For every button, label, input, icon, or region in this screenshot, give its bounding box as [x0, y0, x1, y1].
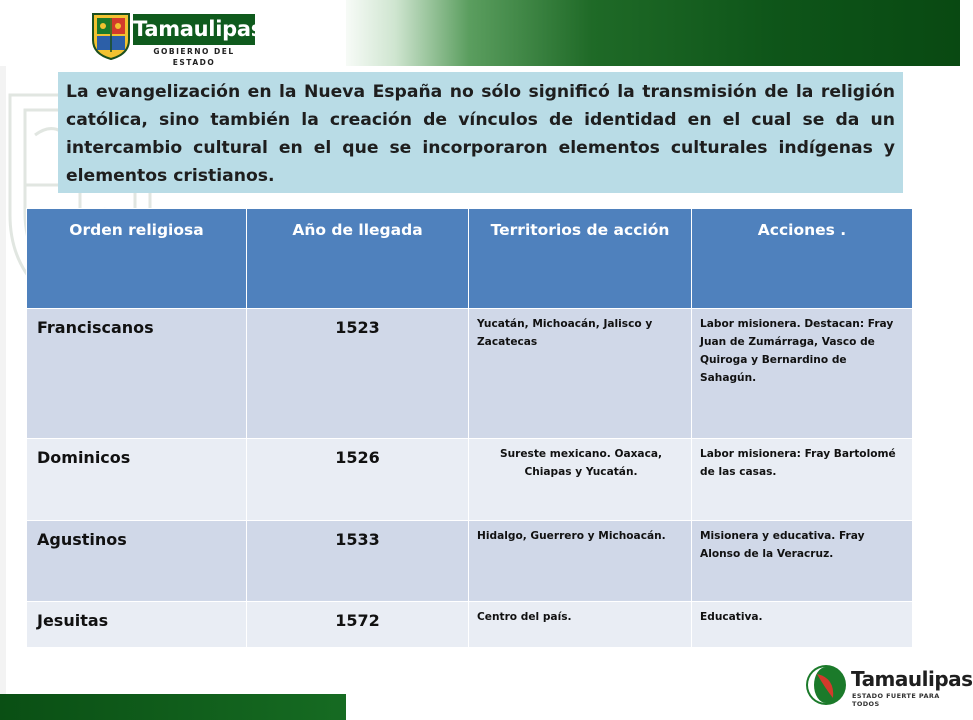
header-green-banner — [346, 0, 960, 66]
cell-order: Franciscanos — [27, 309, 247, 439]
table-row — [27, 439, 913, 521]
cell-territories: Hidalgo, Guerrero y Michoacán. — [469, 521, 692, 602]
religious-orders-table — [26, 208, 913, 648]
cell-year: 1523 — [247, 309, 469, 439]
cell-order: Dominicos — [27, 439, 247, 521]
cell-actions: Educativa. — [692, 602, 913, 648]
cell-territories: Centro del país. — [469, 602, 692, 648]
header-brand-name: Tamaulipas — [133, 14, 255, 45]
cell-year: 1533 — [247, 521, 469, 602]
cell-actions: Labor misionera. Destacan: Fray Juan de Zumárraga, Vasco de Quiroga y Bernardino de Sahagún. — [692, 309, 913, 439]
cell-order: Jesuitas — [27, 602, 247, 648]
footer-green-bar — [0, 694, 346, 720]
header-brand-subtitle: GOBIERNO DEL ESTADO — [153, 47, 235, 67]
cell-actions: Misionera y educativa. Fray Alonso de la Veracruz. — [692, 521, 913, 602]
cell-year: 1572 — [247, 602, 469, 648]
footer-brand-name: Tamaulipas — [851, 667, 973, 691]
header-cell-year: Año de llegada — [247, 209, 469, 309]
footer-slogan: ESTADO FUERTE PARA TODOS — [852, 692, 940, 708]
intro-paragraph: La evangelización en la Nueva España no sólo significó la transmisión de la religión católica, sino también la creación de vínculos de identidad en el cual se da un intercambio cultural en el que se incorporaron elementos culturales indígenas y elementos cristianos. — [58, 72, 903, 193]
header-cell-actions: Acciones . — [692, 209, 913, 309]
cell-year: 1526 — [247, 439, 469, 521]
cell-actions: Labor misionera: Fray Bartolomé de las casas. — [692, 439, 913, 521]
cell-territories: Sureste mexicano. Oaxaca, Chiapas y Yucatán. — [469, 439, 692, 521]
state-coat-of-arms-icon — [91, 12, 131, 60]
footer-logo-icon — [805, 664, 847, 706]
table-row — [27, 309, 913, 439]
header-cell-territories: Territorios de acción — [469, 209, 692, 309]
header-cell-order: Orden religiosa — [27, 209, 247, 309]
cell-territories: Yucatán, Michoacán, Jalisco y Zacatecas — [469, 309, 692, 439]
cell-order: Agustinos — [27, 521, 247, 602]
table-row — [27, 602, 913, 648]
table-header-row — [27, 209, 913, 309]
table-row — [27, 521, 913, 602]
